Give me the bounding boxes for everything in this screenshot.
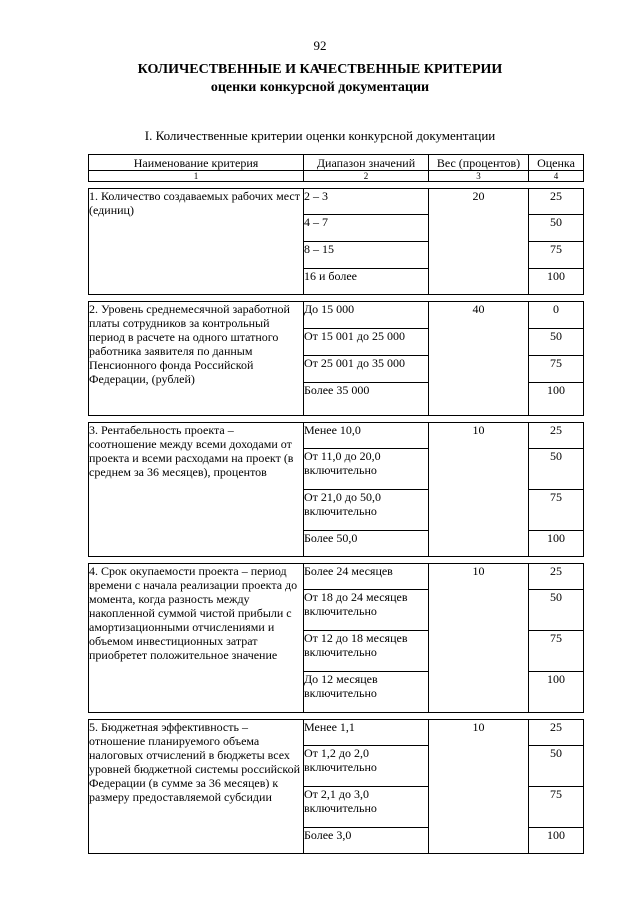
value-range: От 1,2 до 2,0 включительно [304,746,429,787]
value-range: От 18 до 24 месяцев включительно [304,590,429,631]
document-subtitle: оценки конкурсной документации [210,80,430,95]
score-value: 50 [529,590,584,631]
score-value: 50 [529,215,584,242]
criterion-name: 4. Срок окупаемости проекта – период времени с начала реализации проекта до момента, когда разность между накопленной суммой чистой прибыли с амортизационными отчислениями и объемом инвестиционных затрат приобретет положительное значение [89,564,304,713]
score-value: 100 [529,269,584,295]
score-value: 75 [529,242,584,269]
value-range: От 2,1 до 3,0 включительно [304,787,429,828]
value-range: От 25 001 до 35 000 [304,356,429,383]
column-number: 3 [429,171,529,182]
score-value: 75 [529,631,584,672]
spacer-row [89,295,584,302]
value-range: От 21,0 до 50,0 включительно [304,490,429,531]
criterion-name: 5. Бюджетная эффективность – отношение планируемого объема налоговых отчислений в бюджеты всех уровней бюджетной системы российской Федерации (в сумме за 36 месяцев) к размеру предоставляемой субсидии [89,720,304,854]
spacer-row [89,182,584,189]
value-range: 8 – 15 [304,242,429,269]
table-row [89,189,584,215]
column-number: 2 [304,171,429,182]
value-range: Более 24 месяцев [304,564,429,590]
criterion-weight: 40 [429,302,529,416]
table-row [89,720,584,746]
value-range: Менее 10,0 [304,423,429,449]
value-range: Более 50,0 [304,531,429,557]
score-value: 100 [529,828,584,854]
score-value: 25 [529,423,584,449]
criterion-weight: 10 [429,720,529,854]
table-row [89,302,584,329]
score-value: 50 [529,329,584,356]
score-value: 100 [529,531,584,557]
criterion-weight: 20 [429,189,529,295]
column-number: 1 [89,171,304,182]
value-range: До 15 000 [304,302,429,329]
criterion-weight: 10 [429,423,529,557]
criterion-name: 2. Уровень среднемесячной заработной платы сотрудников за контрольный период в расчете на одного штатного работника заявителя по данным Пенсионного фонда Российской Федерации, (рублей) [89,302,304,416]
score-value: 25 [529,720,584,746]
value-range: 2 – 3 [304,189,429,215]
score-value: 50 [529,746,584,787]
score-value: 0 [529,302,584,329]
header-criterion-name: Наименование критерия [89,155,304,171]
column-number: 4 [529,171,584,182]
score-value: 25 [529,189,584,215]
value-range: От 11,0 до 20,0 включительно [304,449,429,490]
page-number: 92 [313,38,327,53]
header-score: Оценка [529,155,584,171]
value-range: До 12 месяцев включительно [304,672,429,713]
score-value: 75 [529,787,584,828]
score-value: 75 [529,490,584,531]
value-range: Более 3,0 [304,828,429,854]
criterion-weight: 10 [429,564,529,713]
criteria-table [88,154,584,854]
document-title: КОЛИЧЕСТВЕННЫЕ И КАЧЕСТВЕННЫЕ КРИТЕРИИ [137,62,503,77]
header-value-range: Диапазон значений [304,155,429,171]
value-range: От 12 до 18 месяцев включительно [304,631,429,672]
value-range: 16 и более [304,269,429,295]
value-range: 4 – 7 [304,215,429,242]
value-range: Менее 1,1 [304,720,429,746]
score-value: 50 [529,449,584,490]
header-weight: Вес (процентов) [429,155,529,171]
score-value: 100 [529,383,584,416]
spacer-row [89,713,584,720]
section-title: I. Количественные критерии оценки конкурсной документации [144,128,496,143]
value-range: Более 35 000 [304,383,429,416]
criterion-name: 3. Рентабельность проекта – соотношение между всеми доходами от проекта и всеми расходами на проект (в среднем за 36 месяцев), процентов [89,423,304,557]
score-value: 75 [529,356,584,383]
spacer-row [89,416,584,423]
criterion-name: 1. Количество создаваемых рабочих мест (единиц) [89,189,304,295]
value-range: От 15 001 до 25 000 [304,329,429,356]
table-row [89,423,584,449]
table-row [89,564,584,590]
spacer-row [89,557,584,564]
score-value: 100 [529,672,584,713]
score-value: 25 [529,564,584,590]
